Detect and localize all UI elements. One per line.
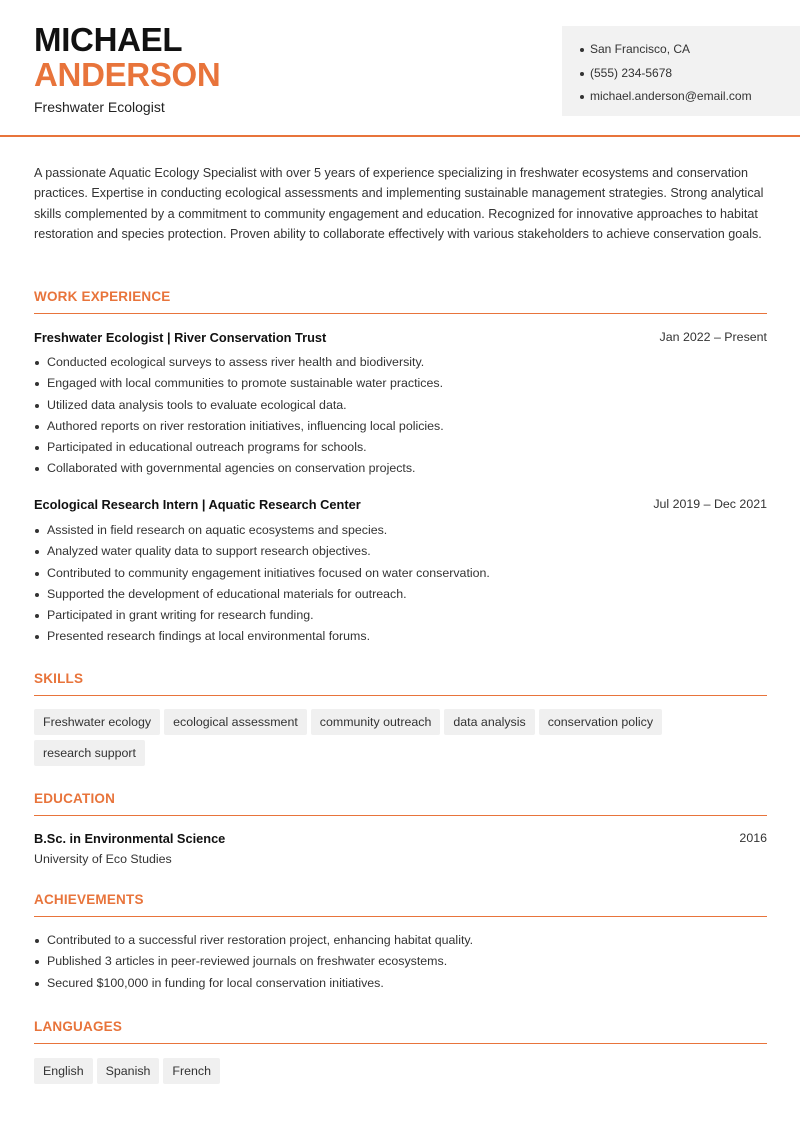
list-item: Conducted ecological surveys to assess river health and biodiversity. — [34, 352, 764, 373]
list-item: Participated in educational outreach programs for schools. — [34, 437, 764, 458]
section-work-experience: WORK EXPERIENCE — [34, 289, 767, 314]
last-name: ANDERSON — [34, 56, 221, 93]
list-item: Utilized data analysis tools to evaluate ecological data. — [34, 395, 764, 416]
contact-location: San Francisco, CA — [580, 38, 800, 62]
skill-tag: community outreach — [311, 709, 441, 735]
list-item: Contributed to community engagement initiatives focused on water conservation. — [34, 563, 764, 584]
job-header — [34, 497, 767, 512]
resume-header — [0, 0, 800, 137]
skills-tags — [34, 709, 774, 771]
list-item: Contributed to a successful river restoration project, enhancing habitat quality. — [34, 930, 764, 951]
skill-tag: conservation policy — [539, 709, 662, 735]
list-item: Collaborated with governmental agencies on conservation projects. — [34, 458, 764, 479]
list-item: Published 3 articles in peer-reviewed journals on freshwater ecosystems. — [34, 951, 764, 972]
education-entry — [34, 831, 767, 866]
list-item: Supported the development of educational materials for outreach. — [34, 584, 764, 605]
job-title: Freshwater Ecologist — [34, 99, 165, 115]
section-languages: LANGUAGES — [34, 1019, 767, 1044]
achievements-list — [34, 930, 764, 994]
degree: B.Sc. in Environmental Science — [34, 831, 226, 846]
first-name: MICHAEL — [34, 21, 183, 58]
language-tags — [34, 1058, 774, 1089]
job-dates: Jul 2019 – Dec 2021 — [653, 497, 767, 511]
contact-email: michael.anderson@email.com — [580, 85, 800, 109]
job-title-line: Ecological Research Intern | Aquatic Research Center — [34, 497, 361, 512]
list-item: Engaged with local communities to promote sustainable water practices. — [34, 373, 764, 394]
list-item: Analyzed water quality data to support research objectives. — [34, 541, 764, 562]
job-bullets — [34, 352, 764, 480]
language-tag: French — [163, 1058, 220, 1084]
list-item: Authored reports on river restoration initiatives, influencing local policies. — [34, 416, 764, 437]
job-dates: Jan 2022 – Present — [659, 330, 767, 344]
section-skills: SKILLS — [34, 671, 767, 696]
language-tag: Spanish — [97, 1058, 160, 1084]
section-education: EDUCATION — [34, 791, 767, 816]
list-item: Presented research findings at local environmental forums. — [34, 626, 764, 647]
job-bullets — [34, 520, 764, 648]
graduation-year: 2016 — [739, 831, 767, 845]
job-header — [34, 330, 767, 345]
job-title-line: Freshwater Ecologist | River Conservation Trust — [34, 330, 327, 345]
section-achievements: ACHIEVEMENTS — [34, 892, 767, 917]
list-item: Assisted in field research on aquatic ecosystems and species. — [34, 520, 764, 541]
candidate-name — [34, 22, 220, 92]
skill-tag: Freshwater ecology — [34, 709, 160, 735]
list-item: Secured $100,000 in funding for local conservation initiatives. — [34, 973, 764, 994]
skill-tag: data analysis — [444, 709, 534, 735]
school-name: University of Eco Studies — [34, 852, 172, 866]
contact-phone: (555) 234-5678 — [580, 62, 800, 86]
skill-tag: research support — [34, 740, 145, 766]
summary-text: A passionate Aquatic Ecology Specialist with over 5 years of experience specializing in freshwater ecosystems and conservation practices. Expertise in conducting ecological assessments and implementing sustainable management strategies. Strong analytical skills complemented by a commitment to community engagement and education. Recognized for innovative approaches to habitat restoration and species protection. Proven ability to collaborate effectively with various stakeholders to achieve conservation goals. — [34, 166, 764, 242]
skill-tag: ecological assessment — [164, 709, 307, 735]
language-tag: English — [34, 1058, 93, 1084]
contact-box — [562, 26, 800, 116]
list-item: Participated in grant writing for research funding. — [34, 605, 764, 626]
